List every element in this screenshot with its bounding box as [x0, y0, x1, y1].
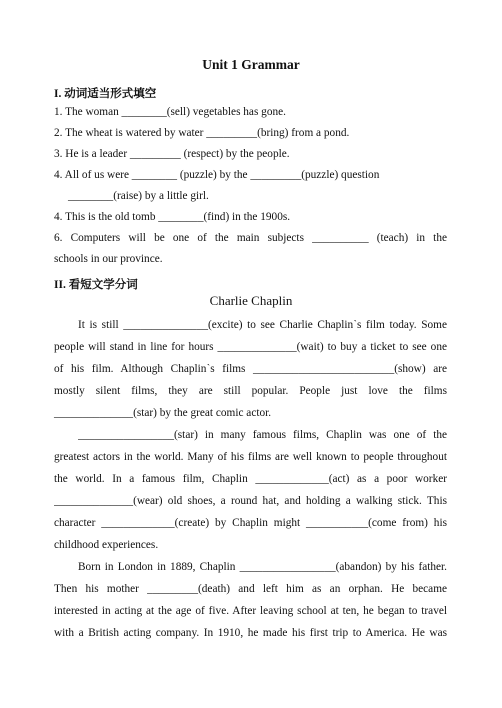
paragraph-line: childhood experiences.	[54, 539, 159, 551]
paragraph-line: Then his mother _________(death) and left him as an orphan. He became	[54, 584, 447, 595]
paragraph-line: with a British acting company. In 1910, he made his first trip to America. He was	[54, 628, 447, 639]
paragraph-line: interested in acting at the age of five. After leaving school at ten, he began to travel	[54, 606, 447, 617]
paragraph-line: ______________(star) by the great comic actor.	[54, 407, 272, 419]
exercise-item: 6. Computers will be one of the main subjects __________ (teach) in the	[54, 233, 447, 244]
story-title: Charlie Chaplin	[209, 293, 293, 308]
paragraph-line: Born in London in 1889, Chaplin _________________(abandon) by his father.	[78, 562, 447, 573]
paragraph-line: of his film. Although Chaplin`s films _________________________(show) are	[54, 364, 447, 375]
exercise-item: 4. All of us were ________ (puzzle) by the _________(puzzle) question	[54, 169, 380, 181]
paragraph-line: the world. In a famous film, Chaplin _____________(act) as a poor worker	[54, 474, 447, 485]
paragraph-line: character _____________(create) by Chaplin might ___________(come from) his	[54, 518, 447, 529]
exercise-item-continuation: schools in our province.	[54, 253, 163, 265]
page-title: Unit 1 Grammar	[202, 57, 300, 72]
exercise-item: 2. The wheat is watered by water _________(bring) from a pond.	[54, 127, 350, 139]
exercise-item: 1. The woman ________(sell) vegetables has gone.	[54, 106, 286, 118]
exercise-item: 3. He is a leader _________ (respect) by the people.	[54, 148, 290, 160]
paragraph-line: ______________(wear) old shoes, a round hat, and holding a walking stick. This	[54, 496, 447, 507]
paragraph-line: greatest actors in the world. Many of his films are well known to people throughout	[54, 452, 447, 463]
paragraph-line: people will stand in line for hours ______________(wait) to buy a ticket to see one	[54, 342, 447, 353]
exercise-item: 4. This is the old tomb ________(find) in the 1900s.	[54, 211, 291, 223]
paragraph-line: mostly silent films, they are still popular. People just love the films	[54, 386, 447, 397]
paragraph-line: _________________(star) in many famous films, Chaplin was one of the	[78, 430, 447, 441]
exercise-item-continuation: ________(raise) by a little girl.	[68, 190, 209, 202]
section-heading-participles: II. 看短文学分词	[54, 279, 138, 291]
paragraph-line: It is still _______________(excite) to see Charlie Chaplin`s film today. Some	[78, 320, 447, 331]
section-heading-verb-forms: I. 动词适当形式填空	[54, 88, 157, 100]
